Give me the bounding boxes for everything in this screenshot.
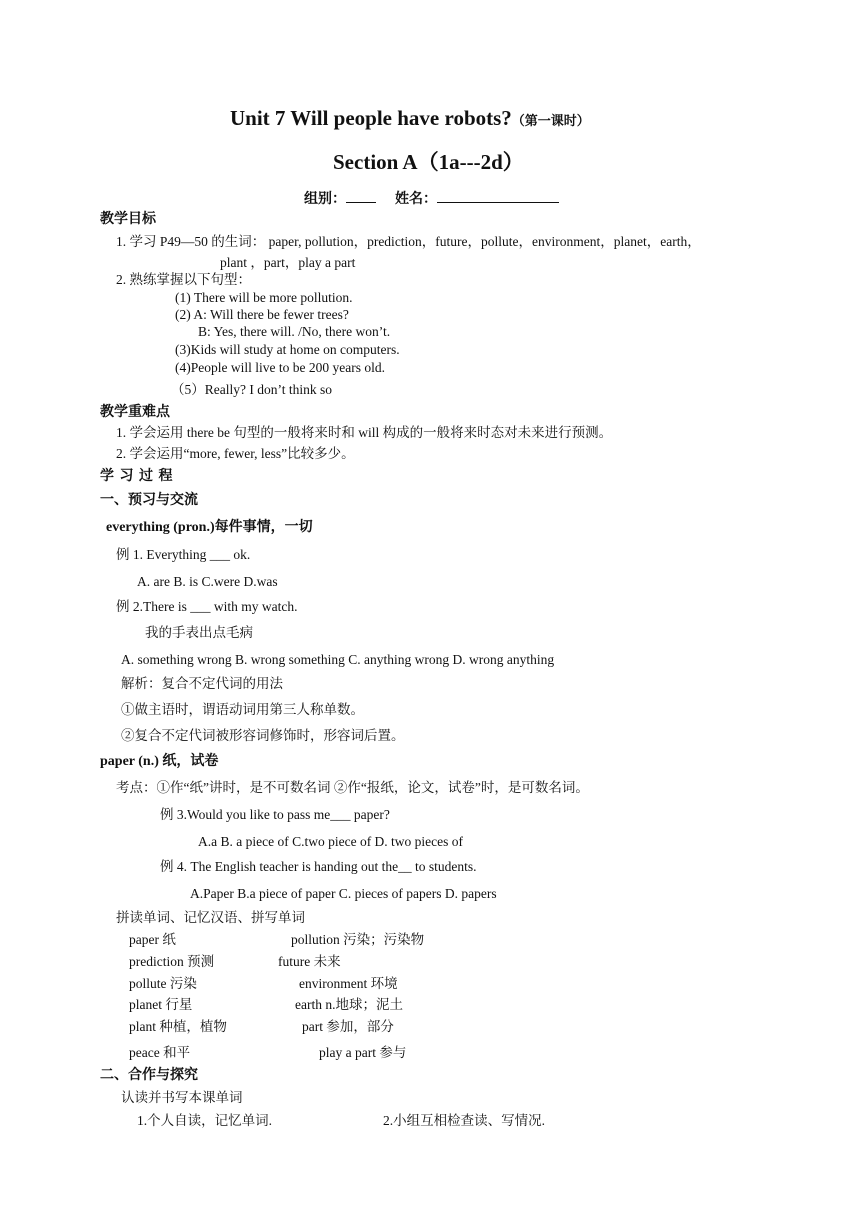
vocab-left-item: pollute 污染 [129,976,197,991]
title-note: （第一课时） [511,113,590,128]
vocab-left-item: prediction 预测 [129,954,215,969]
part2-heading: 二、合作与探究 [100,1068,198,1083]
vocab-right-item: environment 环境 [299,976,398,991]
example-1-options: A. are B. is C.were D.was [137,574,278,589]
example-2-translation: 我的手表出点毛病 [145,625,253,640]
task-1: 1.个人自读，记忆单词. [137,1113,272,1128]
rule-1: ①做主语时，谓语动词用第三人称单数。 [121,702,364,717]
title-main: Unit 7 Will people have robots? [230,106,512,130]
vocab-heading: 拼读单词、记忆汉语、拼写单词 [116,910,305,925]
analysis-text: 解析：复合不定代词的用法 [121,676,283,691]
example-2-question: 例 2.There is ___ with my watch. [116,599,298,614]
objective-1-line-1: 1. 学习 P49—50 的生词： paper, pollution，prediction，future，pollute，environment，planet，earth， [116,234,701,249]
rule-2: ②复合不定代词被形容词修饰时，形容词后置。 [121,728,405,743]
example-1-question: 例 1. Everything ___ ok. [116,547,251,562]
vocab-left-item: planet 行星 [129,997,193,1012]
sentence-5: （5）Really? I don’t think so [171,382,332,397]
page-title [230,108,590,129]
vocab-left-item: peace 和平 [129,1045,191,1060]
sentence-1: (1) There will be more pollution. [175,290,353,305]
vocab-right-item: pollution 污染；污染物 [291,932,425,947]
sentence-2: (2) A: Will there be fewer trees? [175,307,349,322]
vocab-right-item: play a part 参与 [319,1045,407,1060]
sentence-2-answer: B: Yes, there will. /No, there won’t. [198,324,391,339]
key-points-heading: 教学重难点 [100,405,170,420]
vocab-left-item: paper 纸 [129,932,176,947]
name-blank [437,190,559,203]
part1-heading: 一、预习与交流 [100,493,198,508]
process-heading: 学 习 过 程 [100,469,174,484]
sentence-3: (3)Kids will study at home on computers. [175,342,400,357]
sentence-4: (4)People will live to be 200 years old. [175,360,385,375]
example-4-question: 例 4. The English teacher is handing out the__ to students. [160,859,477,874]
objective-1-line-2: plant ，part，play a part [220,255,356,270]
objective-2: 2. 熟练掌握以下句型： [116,272,251,287]
paper-heading: paper (n.) 纸，试卷 [100,754,219,769]
example-2-options: A. something wrong B. wrong something C. anything wrong D. wrong anything [121,652,555,667]
group-blank [346,190,376,203]
key-point-1: 1. 学会运用 there be 句型的一般将来时和 will 构成的一般将来时态对未来进行预测。 [116,425,613,440]
name-label: 姓名： [395,192,437,207]
vocab-right-item: part 参加，部分 [302,1019,394,1034]
vocab-right-item: earth n.地球；泥土 [295,997,403,1012]
example-3-options: A.a B. a piece of C.two piece of D. two pieces of [198,834,464,849]
page-subtitle: Section A（1a---2d） [333,150,524,174]
vocab-left-item: plant 种植，植物 [129,1019,227,1034]
group-name-line [304,190,559,207]
everything-heading: everything (pron.)每件事情，一切 [106,520,313,535]
paper-note: 考点：①作“纸”讲时，是不可数名词 ②作“报纸，论文，试卷”时，是可数名词。 [116,780,589,795]
part2-intro: 认读并书写本课单词 [121,1090,243,1105]
key-point-2: 2. 学会运用“more, fewer, less”比较多少。 [116,446,355,461]
example-4-options: A.Paper B.a piece of paper C. pieces of papers D. papers [190,886,497,901]
group-label: 组别： [304,192,346,207]
task-2: 2.小组互相检查读、写情况. [383,1113,545,1128]
example-3-question: 例 3.Would you like to pass me___ paper? [160,807,390,822]
objectives-heading: 教学目标 [100,212,156,227]
vocab-right-item: future 未来 [278,954,341,969]
